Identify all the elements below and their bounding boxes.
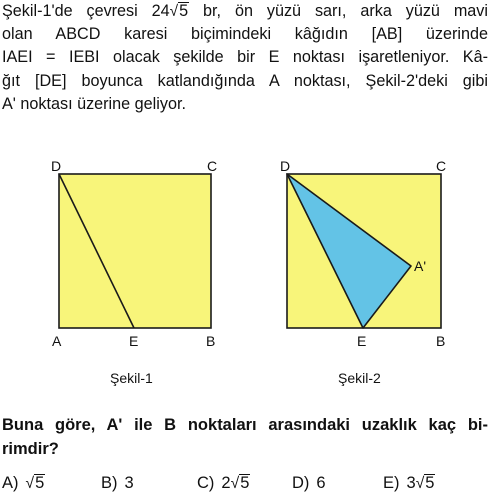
figure-2-caption: Şekil-2 <box>338 370 381 386</box>
figure-1-caption: Şekil-1 <box>110 370 153 386</box>
figure-2-label-c: C <box>436 158 447 174</box>
problem-line-4: ğıt [DE] boyunca katlandığında A noktası, Şekil-2'deki gibi <box>2 71 488 90</box>
problem-line-2: olan ABCD karesi biçimindeki kâğıdın [AB] üzerinde <box>2 25 488 44</box>
figure-2 <box>280 158 446 386</box>
choice-b[interactable] <box>101 474 134 493</box>
sqrt-expression: √5 <box>169 2 189 20</box>
figure-1-label-c: C <box>207 158 218 174</box>
figure-1 <box>51 158 217 386</box>
choice-a-letter: A) <box>2 474 19 492</box>
choice-c-radicand: 5 <box>240 474 250 492</box>
question-line-2: rimdir? <box>2 440 59 458</box>
figure-1-label-a: A <box>52 333 62 349</box>
figure-2-label-b: B <box>436 333 446 349</box>
problem-line-1-post: br, ön yüzü sarı, arka yüzü mavi <box>189 2 488 20</box>
radicand: 5 <box>179 2 189 20</box>
choice-d-value: 6 <box>316 474 326 492</box>
choice-d[interactable] <box>292 474 326 493</box>
problem-line-3: IAEI = IEBI olacak şekilde bir E noktası işaretleniyor. Kâ- <box>2 48 488 67</box>
figure-1-label-d: D <box>51 158 62 174</box>
problem-line-5: A' noktası üzerine geliyor. <box>2 94 186 113</box>
choice-c-sqrt: √5 <box>230 474 250 492</box>
choice-b-value: 3 <box>124 474 134 492</box>
figures-area <box>0 150 490 400</box>
problem-statement <box>2 0 488 116</box>
figure-2-label-aprime: A' <box>414 258 427 274</box>
question-line-1: Buna göre, A' ile B noktaları arasındaki uzaklık kaç bi- <box>2 416 488 434</box>
figure-1-label-e: E <box>129 333 139 349</box>
choice-e-sqrt: √5 <box>415 474 435 492</box>
choice-a-radicand: 5 <box>35 474 45 492</box>
figure-1-label-b: B <box>206 333 216 349</box>
choice-e-letter: E) <box>383 474 400 492</box>
figure-1-square <box>59 174 211 328</box>
choice-e-radicand: 5 <box>425 474 435 492</box>
answer-choices <box>0 474 490 498</box>
figure-2-label-e: E <box>357 333 367 349</box>
question-text <box>2 413 488 461</box>
choice-e[interactable] <box>383 474 435 493</box>
choice-a-sqrt: √5 <box>25 474 45 492</box>
problem-line-1-pre: Şekil-1'de çevresi 24 <box>2 2 170 20</box>
problem-line-1 <box>2 0 488 23</box>
choice-e-coef: 3 <box>406 474 416 492</box>
choice-c-coef: 2 <box>221 474 231 492</box>
choice-a[interactable] <box>2 474 45 493</box>
choice-b-letter: B) <box>101 474 118 492</box>
choice-c[interactable] <box>197 474 250 493</box>
figures-svg <box>0 150 490 400</box>
choice-d-letter: D) <box>292 474 310 492</box>
choice-c-letter: C) <box>197 474 215 492</box>
figure-2-label-d: D <box>280 158 291 174</box>
